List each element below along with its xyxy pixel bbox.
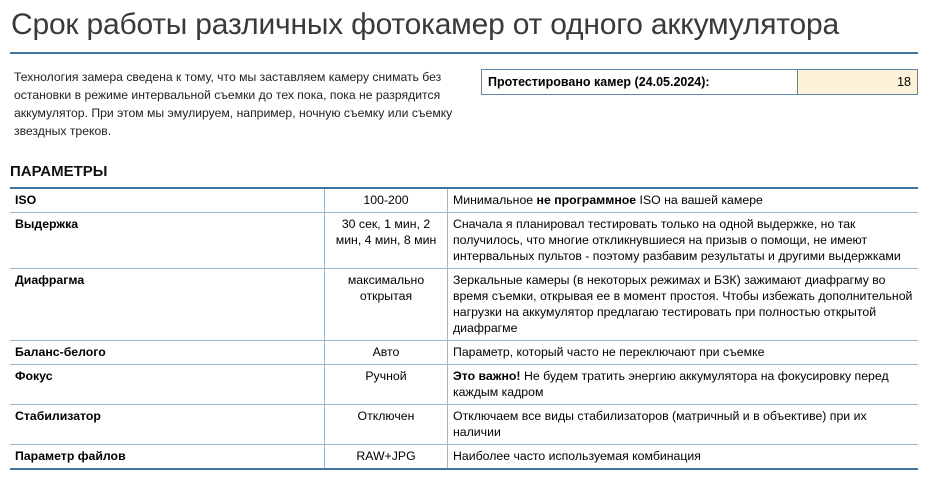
param-description xyxy=(448,341,919,365)
param-description xyxy=(448,269,919,341)
param-name: Фокус xyxy=(10,365,325,405)
table-row xyxy=(10,188,918,213)
params-table xyxy=(10,187,918,470)
page-title: Срок работы различных фотокамер от одного аккумулятора xyxy=(11,8,839,41)
param-description xyxy=(448,445,919,470)
table-row xyxy=(10,405,918,445)
desc-text: ISO на вашей камере xyxy=(636,193,763,207)
param-description xyxy=(448,405,919,445)
param-description xyxy=(448,188,919,213)
param-value[interactable]: Отключен xyxy=(325,405,448,445)
params-heading: ПАРАМЕТРЫ xyxy=(10,163,108,180)
table-row xyxy=(10,269,918,341)
param-name: Параметр файлов xyxy=(10,445,325,470)
tested-cameras-box xyxy=(481,69,918,95)
param-value[interactable]: Авто xyxy=(325,341,448,365)
desc-emphasis: не программное xyxy=(536,193,637,207)
desc-text: Наиболее часто используемая комбинация xyxy=(453,449,701,463)
tested-cameras-label: Протестировано камер (24.05.2024): xyxy=(482,70,798,94)
param-value[interactable]: Ручной xyxy=(325,365,448,405)
desc-emphasis: Это важно! xyxy=(453,369,521,383)
title-divider xyxy=(10,52,918,54)
param-name: Баланс-белого xyxy=(10,341,325,365)
desc-text: Зеркальные камеры (в некоторых режимах и БЗК) зажимают диафрагму во время съемки, открывая ее в момент простоя. Чтобы избежать дополнительной нагрузки на аккумулятор предлагаю тестировать при полностью открытой диафрагме xyxy=(453,273,913,335)
table-row xyxy=(10,365,918,405)
param-name: Стабилизатор xyxy=(10,405,325,445)
desc-text: Не будем тратить энергию аккумулятора на фокусировку перед каждым кадром xyxy=(453,369,889,399)
param-value[interactable]: максимально открытая xyxy=(325,269,448,341)
param-name: ISO xyxy=(10,188,325,213)
param-value[interactable]: RAW+JPG xyxy=(325,445,448,470)
desc-text: Минимальное xyxy=(453,193,537,207)
table-row xyxy=(10,445,918,470)
intro-paragraph: Технология замера сведена к тому, что мы заставляем камеру снимать без остановки в режиме интервальной съемки до тех пока, пока не разрядится аккумулятор. При этом мы эмулируем, например, ночную съемку или съемку звездных треков. xyxy=(14,70,453,138)
desc-text: Сначала я планировал тестировать только на одной выдержке, но так получилось, что многие откликнувшиеся на призыв о помощи, не имеют интервальных пультов - поэтому разбавим результаты и другими выдержками xyxy=(453,217,901,263)
param-value[interactable]: 100-200 xyxy=(325,188,448,213)
desc-text: Параметр, который часто не переключают при съемке xyxy=(453,345,765,359)
param-description xyxy=(448,213,919,269)
param-name: Выдержка xyxy=(10,213,325,269)
table-row xyxy=(10,341,918,365)
param-description xyxy=(448,365,919,405)
desc-text: Отключаем все виды стабилизаторов (матричный и в объективе) при их наличии xyxy=(453,409,867,439)
tested-cameras-count[interactable]: 18 xyxy=(798,70,917,94)
param-name: Диафрагма xyxy=(10,269,325,341)
param-value[interactable]: 30 сек, 1 мин, 2 мин, 4 мин, 8 мин xyxy=(325,213,448,269)
table-row xyxy=(10,213,918,269)
